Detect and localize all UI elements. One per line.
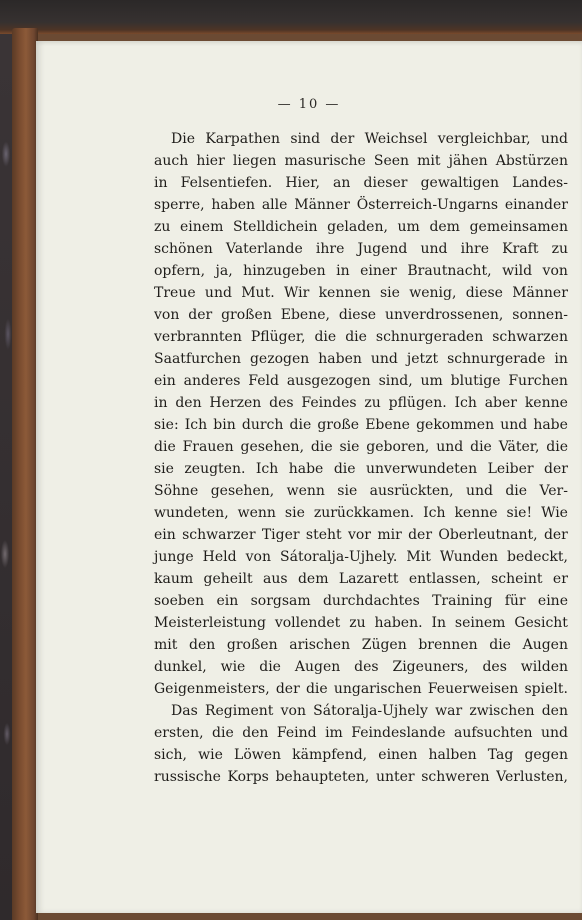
text-line: zu einem Stelldichein geladen, um dem gemeinsamen	[154, 219, 568, 235]
text-line: mit den großen arischen Zügen brennen die Augen	[154, 637, 568, 653]
page-number: — 10 —	[277, 97, 341, 112]
text-line: in den Herzen des Feindes zu pflügen. Ich aber kenne	[154, 395, 568, 411]
book-cover-edge	[12, 28, 38, 920]
text-line: in Felsentiefen. Hier, an dieser gewaltigen Landes-	[154, 175, 568, 191]
text-line: wundeten, wenn sie zurückkamen. Ich kenne sie! Wie	[154, 505, 568, 521]
body-text	[154, 128, 568, 788]
text-line: Die Karpathen sind der Weichsel vergleichbar, und	[171, 131, 568, 147]
text-line: russische Korps behaupteten, unter schweren Verlusten,	[154, 769, 568, 785]
text-line: Geigenmeisters, der die ungarischen Feuerweisen spielt.	[154, 681, 568, 697]
text-line: sich, wie Löwen kämpfend, einen halben Tag gegen	[154, 747, 568, 763]
text-line: verbrannten Pflüger, die die schnurgeraden schwarzen	[154, 329, 568, 345]
text-line: ein anderes Feld ausgezogen sind, um blutige Furchen	[154, 373, 568, 389]
text-line: ersten, die den Feind im Feindeslande aufsuchten und	[154, 725, 568, 741]
text-line: junge Held von Sátoralja-Ujhely. Mit Wunden bedeckt,	[154, 549, 568, 565]
text-line: sie zeugten. Ich habe die unverwundeten Leiber der	[154, 461, 568, 477]
text-line: Das Regiment von Sátoralja-Ujhely war zwischen den	[171, 703, 568, 719]
text-line: dunkel, wie die Augen des Zigeuners, des wilden	[154, 659, 568, 675]
text-line: Saatfurchen gezogen haben und jetzt schnurgerade in	[154, 351, 568, 367]
text-line: Söhne gesehen, wenn sie ausrückten, und die Ver-	[154, 483, 568, 499]
text-line: Treue und Mut. Wir kennen sie wenig, diese Männer	[154, 285, 568, 301]
text-line: auch hier liegen masurische Seen mit jähen Abstürzen	[154, 153, 568, 169]
text-line: die Frauen gesehen, die sie geboren, und die Väter, die	[154, 439, 568, 455]
text-line: opfern, ja, hinzugeben in einer Brautnacht, wild von	[154, 263, 568, 279]
text-line: soeben ein sorgsam durchdachtes Training für eine	[154, 593, 568, 609]
book-top-edge	[0, 0, 582, 34]
text-line: schönen Vaterlande ihre Jugend und ihre Kraft zu	[154, 241, 568, 257]
text-line: von der großen Ebene, diese unverdrossenen, sonnen-	[154, 307, 568, 323]
text-line: sie: Ich bin durch die große Ebene gekommen und habe	[154, 417, 568, 433]
text-line: Meisterleistung vollendet zu haben. In seinem Gesicht	[154, 615, 568, 631]
text-line: sperre, haben alle Männer Österreich-Ungarns einander	[154, 197, 568, 213]
text-line: kaum geheilt aus dem Lazarett entlassen, scheint er	[154, 571, 568, 587]
text-line: ein schwarzer Tiger steht vor mir der Oberleutnant, der	[154, 527, 568, 543]
book-page	[36, 41, 582, 913]
